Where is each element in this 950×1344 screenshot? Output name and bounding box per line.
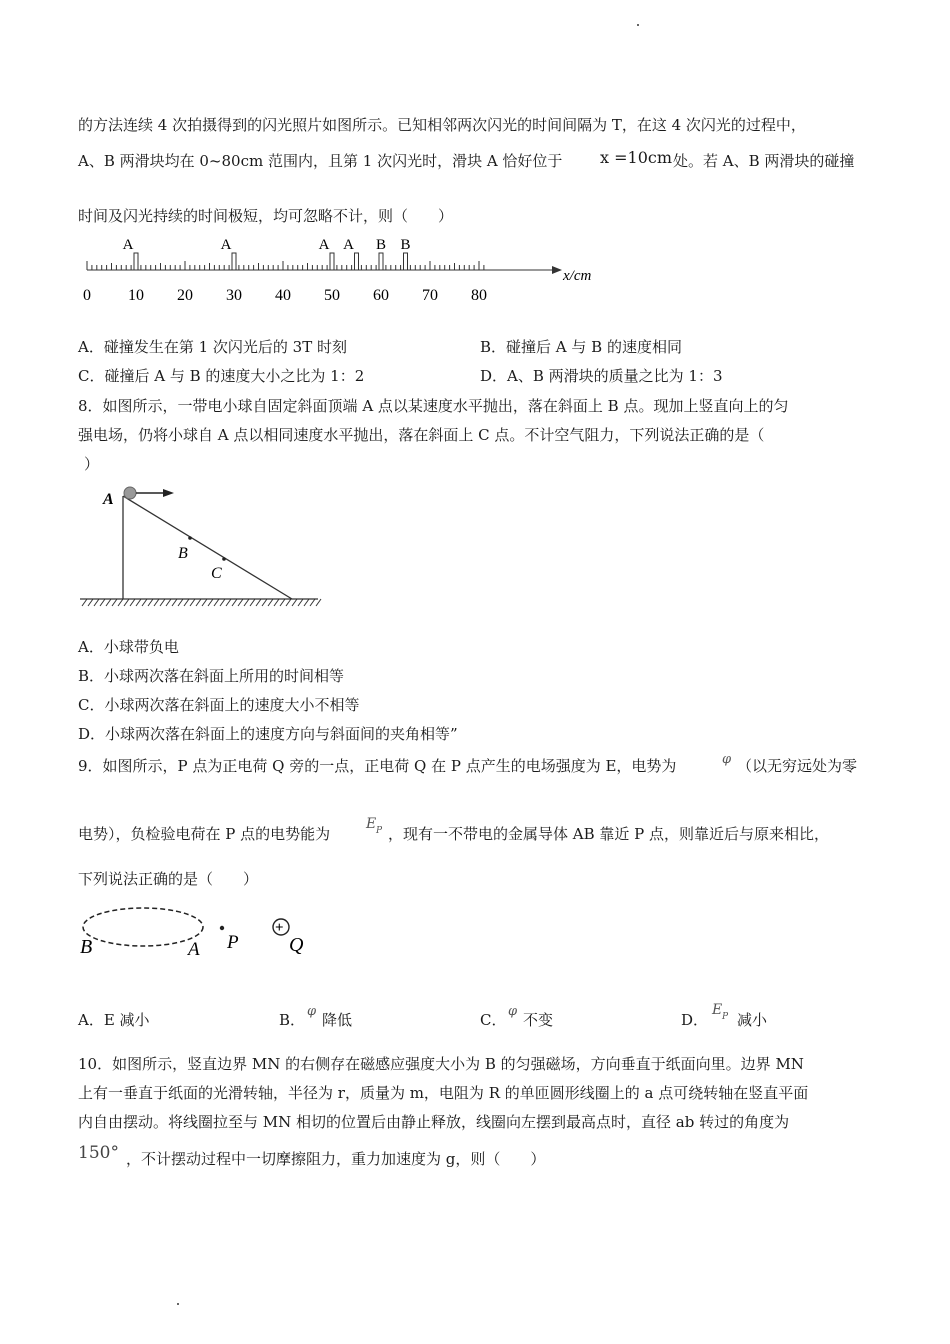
label-b: B — [178, 545, 188, 562]
label-b: B — [80, 936, 93, 958]
q7-option-c: C．碰撞后 A 与 B 的速度大小之比为 1：2 — [78, 367, 365, 385]
hatch-line — [112, 599, 117, 606]
q8-stem-line3: ） — [84, 455, 100, 473]
hatch-line — [136, 599, 141, 606]
hatch-line — [268, 599, 273, 606]
q10-stem-line3: 内自由摆动。将线圈拉至与 MN 相切的位置后由静止释放，线圈向左摆到最高点时，直径 ab 转过的角度为 — [78, 1113, 790, 1131]
incline-slope — [123, 496, 292, 599]
axis-arrow-icon — [552, 266, 562, 274]
hatch-line — [262, 599, 267, 606]
hatch-line — [100, 599, 105, 606]
hatch-line — [232, 599, 237, 606]
metal-conductor-ab — [83, 908, 203, 946]
page-speck — [637, 24, 639, 26]
slider-block-b — [404, 253, 408, 270]
slider-block-a — [330, 253, 334, 270]
q7-stem-line2-part1: A、B 两滑块均在 0~80cm 范围内，且第 1 次闪光时，滑块 A 恰好位于 — [78, 152, 563, 170]
block-label-b: B — [375, 237, 387, 253]
q9-option-b-prefix: B． — [279, 1011, 306, 1029]
point-p-dot — [220, 926, 224, 930]
q10-stem-line2: 上有一垂直于纸面的光滑转轴，半径为 r，质量为 m，电阻为 R 的单匝圆形线圈上的 a 点可绕转轴在竖直平面 — [78, 1084, 809, 1102]
phi-symbol: φ — [722, 752, 732, 767]
tick-label: 60 — [373, 287, 389, 304]
tick-label: 70 — [422, 287, 438, 304]
q9-option-c-suffix: 不变 — [523, 1011, 554, 1029]
hatch-line — [292, 599, 297, 606]
tick-label: 40 — [275, 287, 291, 304]
hatch-line — [184, 599, 189, 606]
q9-stem-line2-part2: ，现有一不带电的金属导体 AB 靠近 P 点，则靠近后与原来相比， — [388, 825, 830, 843]
point-b-dot — [188, 536, 192, 540]
axis-label: x/cm — [563, 268, 592, 284]
q9-stem-line1-part1: 9．如图所示，P 点为正电荷 Q 旁的一点，正电荷 Q 在 P 点产生的电场强度为 E，电势为 — [78, 757, 677, 775]
hatch-line — [178, 599, 183, 606]
hatch-line — [274, 599, 279, 606]
tick-label: 80 — [471, 287, 487, 304]
q9-stem-line1-part2: （以无穷远处为零 — [737, 757, 858, 775]
q9-conductor-figure — [76, 905, 326, 967]
label-q: Q — [289, 934, 304, 956]
phi-symbol: φ — [307, 1004, 317, 1019]
ball-icon — [124, 487, 136, 499]
hatch-line — [118, 599, 123, 606]
hatch-line — [214, 599, 219, 606]
velocity-arrow-icon — [163, 489, 174, 497]
label-p: P — [227, 932, 239, 953]
block-label-a: A — [343, 237, 354, 253]
q7-formula: x =10cm — [600, 148, 673, 167]
tick-label: 20 — [177, 287, 193, 304]
q9-option-d-prefix: D． — [681, 1011, 709, 1029]
hatch-line — [124, 599, 129, 606]
label-a: A — [188, 939, 200, 960]
slider-block-a — [232, 253, 236, 270]
page-speck — [177, 1303, 179, 1305]
q9-stem-line3: 下列说法正确的是（ ） — [78, 870, 259, 888]
block-label-b: B — [400, 237, 411, 253]
hatch-line — [130, 599, 135, 606]
hatch-line — [82, 599, 87, 606]
hatch-line — [160, 599, 165, 606]
hatch-line — [238, 599, 243, 606]
ep-symbol-main: E — [712, 1002, 723, 1018]
hatch-line — [166, 599, 171, 606]
q8-option-d: D．小球两次落在斜面上的速度方向与斜面间的夹角相等” — [78, 725, 458, 743]
q10-angle: 150° — [78, 1143, 119, 1163]
hatch-line — [196, 599, 201, 606]
q8-option-a: A．小球带负电 — [78, 638, 179, 656]
q10-stem-line4: ，不计摆动过程中一切摩擦阻力，重力加速度为 g，则（ ） — [126, 1150, 546, 1168]
hatch-line — [298, 599, 303, 606]
block-label-a: A — [122, 237, 134, 253]
hatch-line — [244, 599, 249, 606]
hatch-line — [106, 599, 111, 606]
q8-stem-line1: 8．如图所示，一带电小球自固定斜面顶端 A 点以某速度水平抛出，落在斜面上 B 点。现加上竖直向上的匀 — [78, 397, 789, 415]
q7-stem-line1: 的方法连续 4 次拍摄得到的闪光照片如图所示。已知相邻两次闪光的时间间隔为 T，在这 4 次闪光的过程中， — [78, 116, 806, 134]
q7-flash-photo-figure — [76, 232, 592, 312]
hatch-line — [148, 599, 153, 606]
q9-stem-line2-part1: 电势），负检验电荷在 P 点的电势能为 — [78, 825, 331, 843]
q10-stem-line1: 10．如图所示，竖直边界 MN 的右侧存在磁感应强度大小为 B 的匀强磁场，方向垂直于纸面向里。边界 MN — [78, 1055, 804, 1073]
q7-option-d: D．A、B 两滑块的质量之比为 1：3 — [480, 367, 723, 385]
label-c: C — [211, 565, 222, 582]
tick-label: 10 — [128, 287, 144, 304]
q7-stem-line3: 时间及闪光持续的时间极短，均可忽略不计，则（ ） — [78, 207, 454, 225]
hatch-line — [142, 599, 147, 606]
q7-stem-line2-part2: 处。若 A、B 两滑块的碰撞 — [673, 152, 855, 170]
hatch-line — [190, 599, 195, 606]
block-label-a: A — [318, 237, 330, 253]
block-label-a: A — [220, 237, 232, 253]
ruler-tick-labels — [83, 287, 487, 304]
hatch-line — [88, 599, 93, 606]
plus-sign: + — [275, 920, 284, 936]
ep-symbol-sub: P — [722, 1012, 729, 1022]
hatch-line — [220, 599, 225, 606]
label-a: A — [103, 491, 114, 508]
q8-incline-figure — [74, 480, 324, 615]
hatch-line — [94, 599, 99, 606]
tick-label: 0 — [83, 287, 91, 304]
q8-option-c: C．小球两次落在斜面上的速度大小不相等 — [78, 696, 360, 714]
ep-symbol-main: E — [366, 816, 377, 832]
slider-block-b — [379, 253, 383, 270]
q9-option-a: A．E 减小 — [78, 1011, 150, 1029]
point-c-dot — [222, 557, 226, 561]
q7-option-a: A．碰撞发生在第 1 次闪光后的 3T 时刻 — [78, 338, 347, 356]
ground-hatch — [82, 599, 321, 606]
hatch-line — [250, 599, 255, 606]
slider-block-a — [134, 253, 138, 270]
hatch-line — [256, 599, 261, 606]
hatch-line — [316, 599, 321, 606]
tick-label: 30 — [226, 287, 242, 304]
hatch-line — [208, 599, 213, 606]
phi-symbol: φ — [508, 1004, 518, 1019]
hatch-line — [280, 599, 285, 606]
ep-symbol-sub: P — [376, 826, 383, 836]
slider-block-a — [355, 253, 359, 270]
hatch-line — [310, 599, 315, 606]
q8-option-b: B．小球两次落在斜面上所用的时间相等 — [78, 667, 345, 685]
hatch-line — [304, 599, 309, 606]
hatch-line — [226, 599, 231, 606]
q7-option-b: B．碰撞后 A 与 B 的速度相同 — [480, 338, 682, 356]
ruler-axis — [87, 261, 554, 270]
q8-stem-line2: 强电场，仍将小球自 A 点以相同速度水平抛出，落在斜面上 C 点。不计空气阻力，下列说法正确的是（ — [78, 426, 765, 444]
q9-option-b-suffix: 降低 — [322, 1011, 353, 1029]
q9-option-d-suffix: 减小 — [737, 1011, 768, 1029]
q9-option-c-prefix: C． — [480, 1011, 507, 1029]
hatch-line — [154, 599, 159, 606]
hatch-line — [202, 599, 207, 606]
hatch-line — [172, 599, 177, 606]
tick-label: 50 — [324, 287, 340, 304]
hatch-line — [286, 599, 291, 606]
